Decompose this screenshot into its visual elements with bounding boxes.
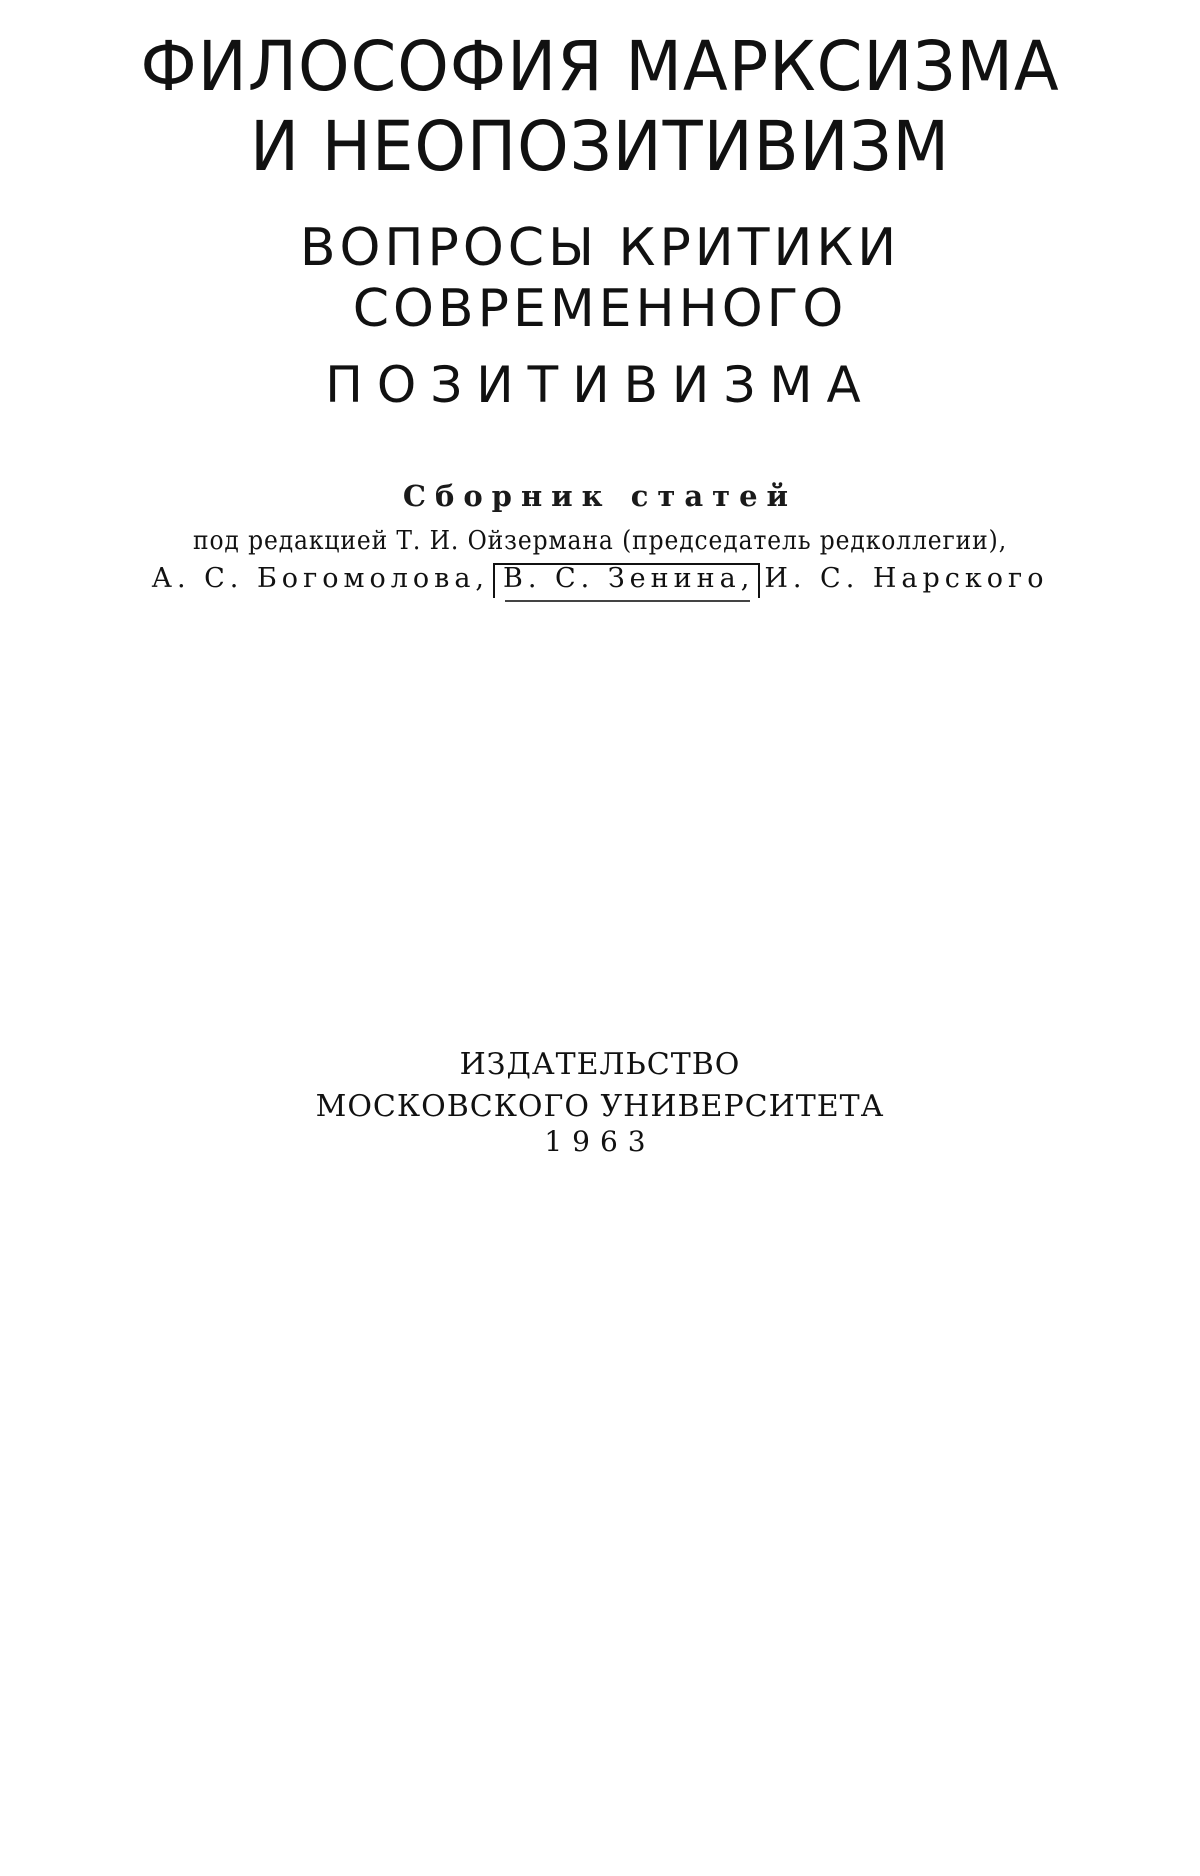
editors-line: под редакцией Т. И. Ойзермана (председатель редколлегии), — [192, 526, 1008, 556]
subtitle-line-2: СОВРЕМЕННОГО — [352, 279, 848, 339]
publisher-line-2: МОСКОВСКОГО УНИВЕРСИТЕТА — [315, 1089, 885, 1124]
collection-label: Сборник статей — [402, 479, 798, 513]
editor-name-narsky: И. С. Нарского — [764, 563, 1049, 594]
editor-name-zenin: В. С. Зенина, — [503, 563, 755, 594]
publisher-line-1: ИЗДАТЕЛЬСТВО — [459, 1047, 741, 1082]
box-underline — [505, 600, 750, 602]
editor-names — [0, 563, 1200, 598]
subtitle-line-1: ВОПРОСЫ КРИТИКИ — [299, 218, 901, 278]
title-line-2: И НЕОПОЗИТИВИЗМ — [249, 107, 951, 187]
editor-name-bogomolov: А. С. Богомолова, — [151, 563, 490, 594]
publication-year: 1963 — [544, 1125, 656, 1158]
editor-name-zenin-boxed — [493, 563, 760, 598]
subtitle-line-3: ПОЗИТИВИЗМА — [325, 356, 875, 414]
title-line-1: ФИЛОСОФИЯ МАРКСИЗМА — [140, 27, 1060, 107]
